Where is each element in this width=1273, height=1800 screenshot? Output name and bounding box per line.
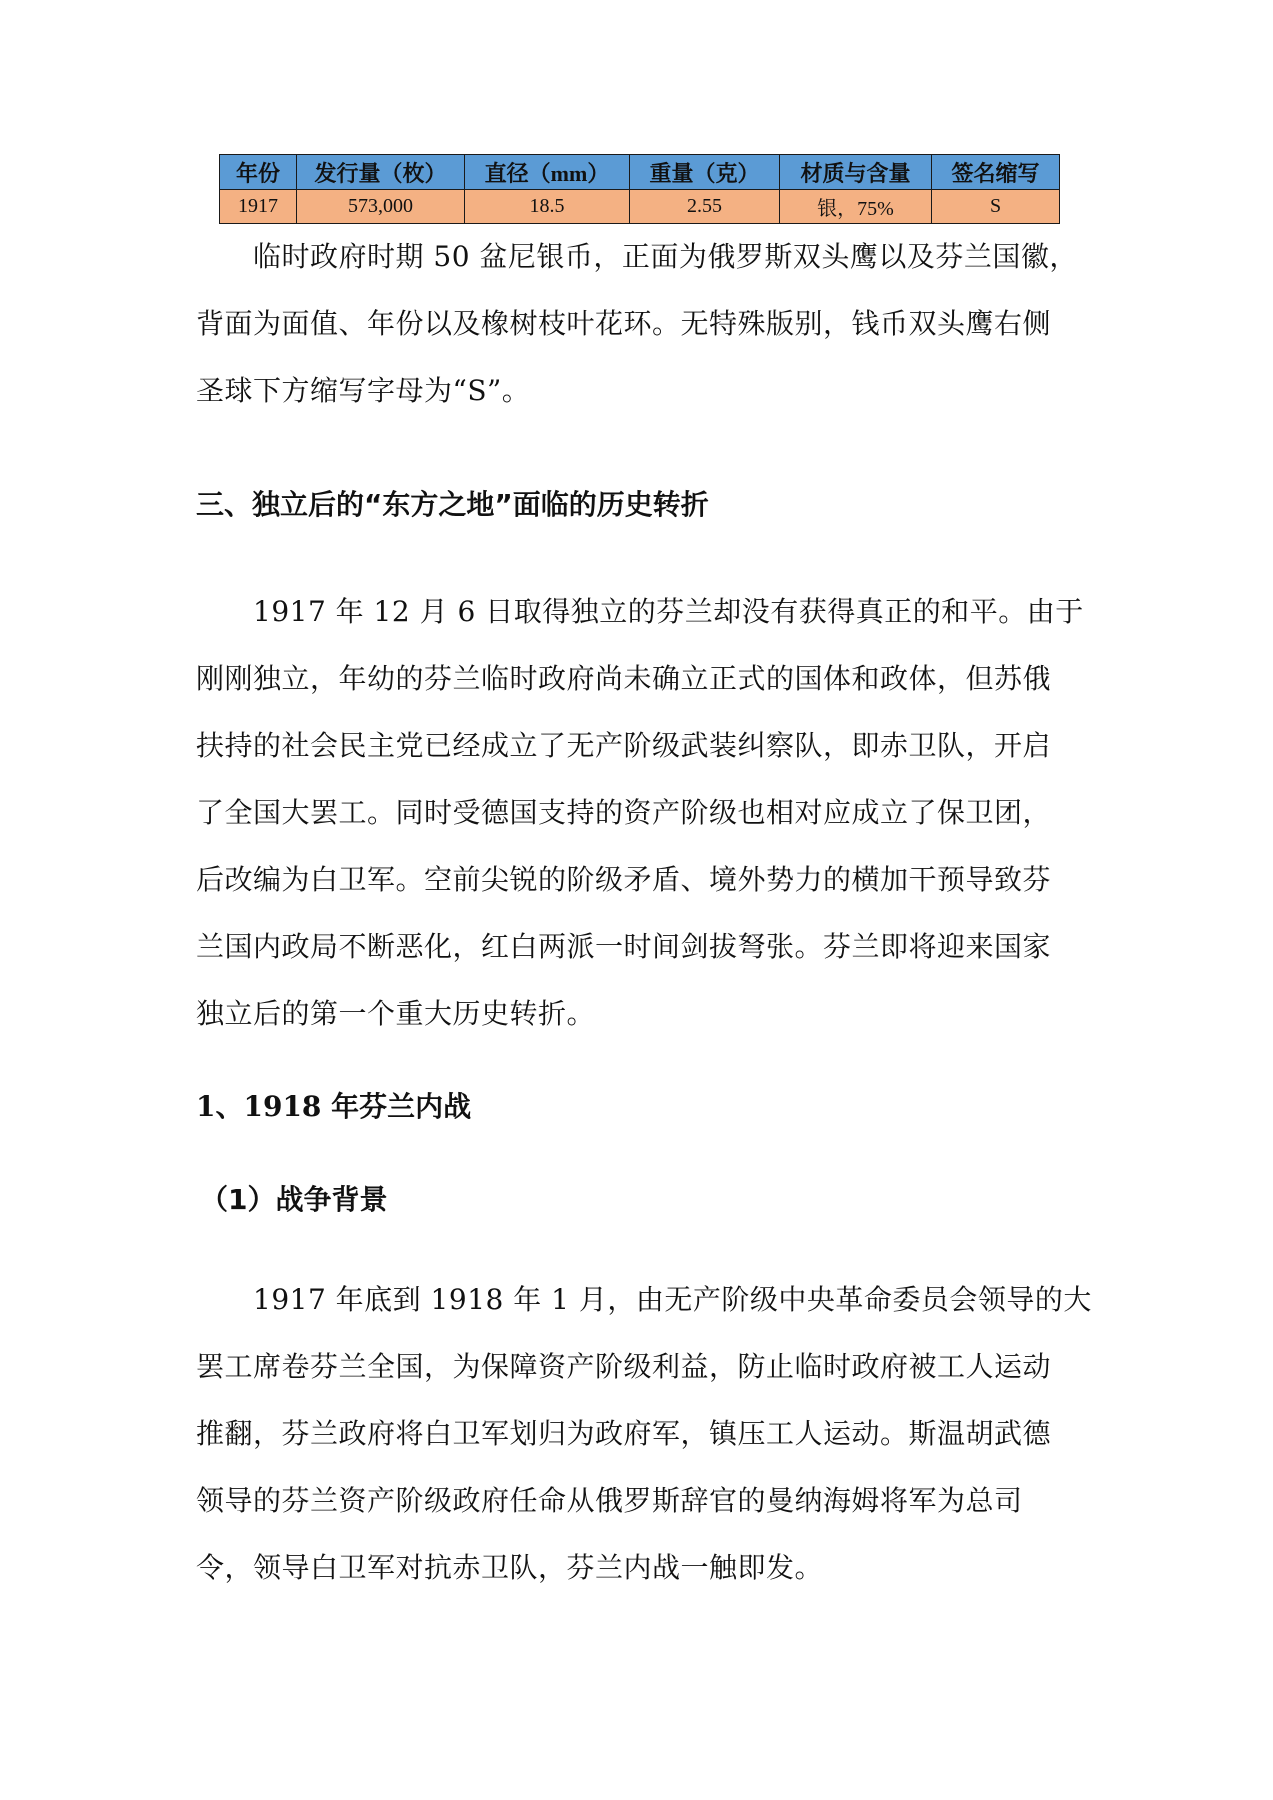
table-header-mintage: 发行量（枚） — [297, 155, 465, 190]
paragraph-war-background — [196, 1266, 1092, 1601]
table-cell-material: 银，75% — [780, 190, 932, 224]
table-cell-diameter: 18.5 — [465, 190, 630, 224]
table-cell-year: 1917 — [220, 190, 297, 224]
table-header-weight: 重量（克） — [630, 155, 780, 190]
paragraph-line: 独立后的第一个重大历史转折。 — [196, 997, 596, 1030]
paragraph-line: 了全国大罢工。同时受德国支持的资产阶级也相对应成立了保卫团， — [196, 796, 1052, 829]
paragraph-coin-description — [196, 223, 1086, 424]
table-cell-signature: S — [932, 190, 1060, 224]
paragraph-line: 背面为面值、年份以及橡树枝叶花环。无特殊版别，钱币双头鹰右侧 — [196, 307, 1052, 340]
paragraph-line: 后改编为白卫军。空前尖锐的阶级矛盾、境外势力的横加干预导致芬 — [196, 863, 1052, 896]
table-header-year: 年份 — [220, 155, 297, 190]
table-header-row — [220, 155, 1060, 190]
paragraph-line: 1917 年 12 月 6 日取得独立的芬兰却没有获得真正的和平。由于 — [196, 595, 1084, 628]
paragraph-line: 圣球下方缩写字母为“S”。 — [196, 374, 531, 407]
table-cell-weight: 2.55 — [630, 190, 780, 224]
paragraph-line: 领导的芬兰资产阶级政府任命从俄罗斯辞官的曼纳海姆将军为总司 — [196, 1484, 1023, 1517]
table-row — [220, 190, 1060, 224]
paragraph-line: 临时政府时期 50 盆尼银币，正面为俄罗斯双头鹰以及芬兰国徽， — [196, 240, 1078, 273]
subsubsection-heading-war-background: （1）战争背景 — [200, 1183, 388, 1216]
table-header-diameter: 直径（mm） — [465, 155, 630, 190]
table-cell-mintage: 573,000 — [297, 190, 465, 224]
paragraph-line: 刚刚独立，年幼的芬兰临时政府尚未确立正式的国体和政体，但苏俄 — [196, 662, 1052, 695]
paragraph-line: 令，领导白卫军对抗赤卫队，芬兰内战一触即发。 — [196, 1551, 824, 1584]
paragraph-line: 兰国内政局不断恶化，红白两派一时间剑拔弩张。芬兰即将迎来国家 — [196, 930, 1052, 963]
section-heading-3: 三、独立后的“东方之地”面临的历史转折 — [196, 488, 709, 521]
table-header-signature: 签名缩写 — [932, 155, 1060, 190]
paragraph-line: 推翻，芬兰政府将白卫军划归为政府军，镇压工人运动。斯温胡武德 — [196, 1417, 1052, 1450]
paragraph-line: 罢工席卷芬兰全国，为保障资产阶级利益，防止临时政府被工人运动 — [196, 1350, 1052, 1383]
subsection-heading-1: 1、1918 年芬兰内战 — [196, 1090, 472, 1123]
coin-spec-table — [219, 154, 1060, 224]
paragraph-line: 1917 年底到 1918 年 1 月，由无产阶级中央革命委员会领导的大 — [196, 1283, 1092, 1316]
paragraph-line: 扶持的社会民主党已经成立了无产阶级武装纠察队，即赤卫队，开启 — [196, 729, 1052, 762]
paragraph-independence — [196, 578, 1086, 1047]
table-header-material: 材质与含量 — [780, 155, 932, 190]
